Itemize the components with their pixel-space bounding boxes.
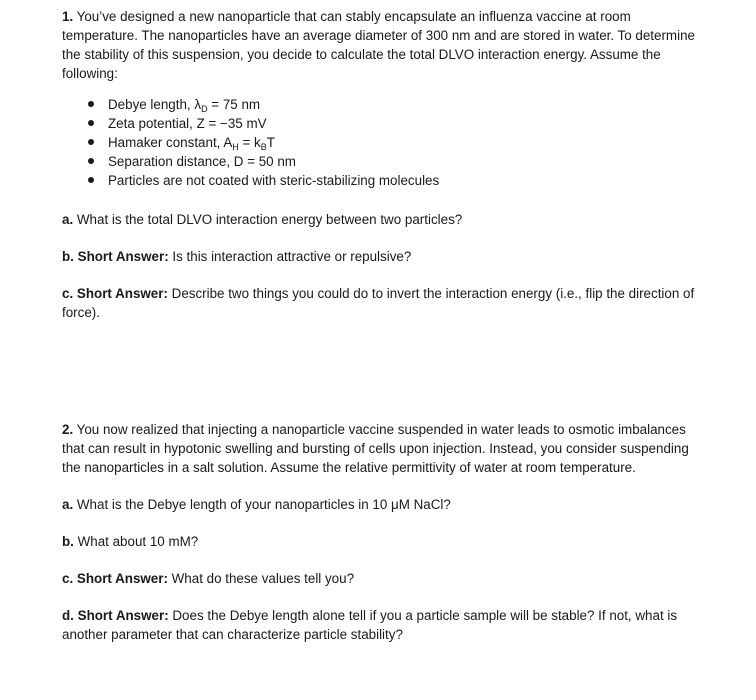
question-2c: c. Short Answer: What do these values tell you? [62,571,355,586]
question-1-intro [62,7,702,83]
assumption-hamaker-constant: Hamaker constant, $A_H = k_BT$ [62,133,702,152]
assumption-zeta-potential: Zeta potential, Z = −35 mV [62,114,702,133]
question-2d: d. Short Answer: Does the Debye length alone tell if you a particle sample will be stable? If not, what is another parameter that can characterize particle stability? [62,608,678,642]
question-2-text: You now realized that injecting a nanoparticle vaccine suspended in water leads to osmotic imbalances that can result in hypotonic swelling and bursting of cells upon injection. Instead, you consider suspending the nanoparticles in a salt solution. Assume the relative permittivity of water at room temperature. [62,422,689,475]
question-2-intro [62,420,702,477]
assumption-separation-distance: Separation distance, D = 50 nm [62,152,702,171]
question-1a: a. What is the total DLVO interaction energy between two particles? [62,212,463,227]
bullet-icon [88,120,94,126]
assumption-debye-length: Debye length, $\lambda_D = 75$ nm [62,95,702,114]
bullet-icon [88,177,94,183]
question-1b: b. Short Answer: Is this interaction attractive or repulsive? [62,249,412,264]
assumptions-list [62,95,702,190]
question-2-number: 2. [62,422,74,437]
question-1-number: 1. [62,9,74,24]
question-2a: a. What is the Debye length of your nanoparticles in 10 μM NaCl? [62,497,451,512]
bullet-icon [88,139,94,145]
answer-space [62,322,702,420]
bullet-icon [88,101,94,107]
worksheet-page [62,7,702,644]
question-1-text: You’ve designed a new nanoparticle that can stably encapsulate an influenza vaccine at room temperature. The nanoparticles have an average diameter of 300 nm and are stored in water. To determine the stability of this suspension, you decide to calculate the total DLVO interaction energy. Assume the following: [62,9,695,81]
assumption-no-steric-coating: Particles are not coated with steric-stabilizing molecules [62,171,702,190]
question-1c: c. Short Answer: Describe two things you could do to invert the interaction energy (i.e., flip the direction of force). [62,286,695,320]
bullet-icon [88,158,94,164]
question-2b: b. What about 10 mM? [62,534,199,549]
